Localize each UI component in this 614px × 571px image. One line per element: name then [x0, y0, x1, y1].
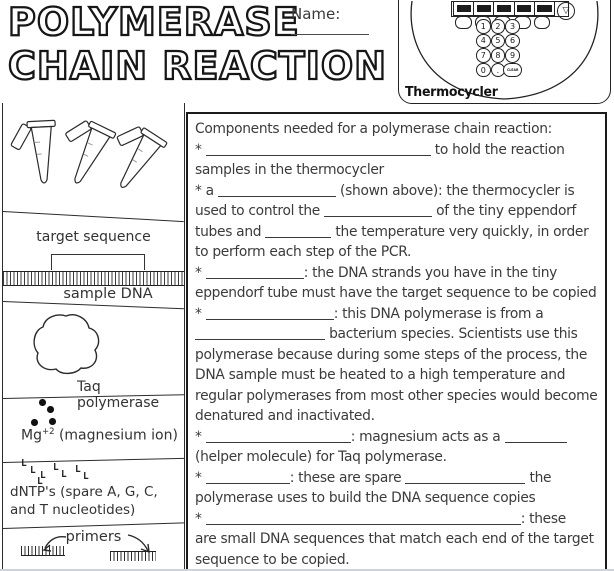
worksheet-line: [195, 488, 601, 509]
worksheet-text: denatured and inactivated.: [195, 408, 375, 424]
display-digit-cell: [535, 2, 554, 15]
magnesium-ion-dot: [47, 406, 54, 413]
worksheet-line: [195, 304, 601, 325]
worksheet-text: : these: [520, 510, 566, 527]
name-label: Name:: [291, 5, 341, 23]
keypad-button-5[interactable]: 5: [491, 34, 506, 49]
keypad-button-3[interactable]: 3: [505, 19, 520, 34]
eppendorf-tubes-icon: [3, 104, 184, 210]
nucleotide-icon: L: [37, 476, 43, 487]
worksheet-line: [195, 160, 601, 181]
fill-in-blank[interactable]: [405, 471, 525, 484]
worksheet-line: [195, 365, 601, 386]
worksheet-text: the: [525, 469, 552, 486]
magnesium-label: [21, 427, 178, 444]
keypad-button-2[interactable]: 2: [491, 19, 506, 34]
worksheet-line: [195, 119, 601, 140]
target-sequence-label: target sequence: [36, 229, 151, 245]
keypad-button-clear[interactable]: CLEAR: [503, 63, 522, 78]
mg-charge: +2: [41, 427, 55, 437]
magnesium-ion-dot: [39, 399, 46, 406]
fill-in-blank[interactable]: [206, 143, 431, 156]
primer-strand-left: [21, 546, 65, 556]
target-sequence-bracket: [51, 254, 145, 270]
worksheet-text: (helper molecule) for Taq polymerase.: [195, 449, 447, 465]
name-input-line[interactable]: [291, 33, 369, 35]
magnesium-ion-dot: [31, 419, 38, 426]
taq-polymerase-label: Taq polymerase: [77, 379, 160, 411]
nucleotide-icon: L: [75, 464, 81, 475]
name-field: [291, 5, 369, 35]
thermocycler-keypad: [476, 19, 519, 77]
worksheet-text: to hold the reaction: [430, 141, 565, 158]
worksheet-line: [195, 386, 601, 407]
worksheet-line: [195, 263, 601, 284]
display-digit-cell: [474, 2, 494, 15]
worksheet-text: tubes and: [195, 223, 266, 240]
display-digit-cell: [515, 2, 535, 15]
worksheet-line: [195, 529, 601, 550]
worksheet-text: are small DNA sequences that match each end of the target: [195, 531, 594, 547]
worksheet-text: bacterium species. Scientists use this: [325, 326, 578, 342]
worksheet-line: [195, 345, 601, 366]
taq-polymerase-icon: [31, 313, 103, 377]
keypad-button-1[interactable]: 1: [476, 19, 491, 34]
fill-in-blank[interactable]: [206, 512, 521, 525]
nucleotide-icon: L: [40, 470, 46, 481]
worksheet-line: [195, 222, 601, 243]
worksheet-text: eppendorf tube must have the target sequence to be copied: [195, 285, 597, 301]
worksheet-line: [195, 427, 601, 448]
keypad-button-8[interactable]: 8: [491, 48, 506, 63]
sample-dna-label: sample DNA: [63, 286, 153, 302]
fill-in-blank[interactable]: [206, 307, 334, 320]
dntp-label: dNTP's (spare A, G, C, and T nucleotides): [10, 484, 158, 518]
divider: [3, 301, 184, 309]
keypad-button-7[interactable]: 7: [476, 48, 491, 63]
fill-in-blank[interactable]: [218, 184, 336, 197]
worksheet-line: [195, 550, 601, 571]
worksheet-text: to perform each step of the PCR.: [195, 244, 412, 260]
worksheet-text: *: [195, 510, 206, 527]
worksheet-text: Components needed for a polymerase chain reaction:: [195, 121, 553, 137]
components-sidebar: [2, 103, 185, 571]
nucleotide-icon: L: [83, 471, 89, 482]
primer-strand-right: [110, 551, 156, 561]
worksheet-text: DNA sample must be heated to a high temperature and: [195, 367, 566, 383]
nucleotide-icon: L: [30, 465, 36, 476]
worksheet-text: *: [195, 428, 206, 445]
worksheet-text: : the DNA strands you have in the tiny: [303, 264, 558, 281]
worksheet-text: polymerase because during some steps of the process, the: [195, 346, 588, 363]
worksheet-text: * a: [195, 182, 218, 199]
nucleotide-icon: L: [53, 462, 59, 473]
fill-in-blank[interactable]: [206, 471, 290, 484]
mg-symbol: Mg: [21, 427, 42, 444]
worksheet-line: [195, 201, 601, 222]
thermocycler-label: Thermocycler: [405, 84, 498, 100]
thermocycler-display: [453, 1, 555, 16]
worksheet-line: [195, 468, 601, 489]
worksheet-text: : this DNA polymerase is from a: [333, 305, 544, 322]
divider: [3, 522, 184, 529]
keypad-button-6[interactable]: 6: [505, 34, 520, 49]
fill-in-blank[interactable]: [265, 225, 331, 238]
magnesium-ion-dot: [49, 418, 56, 425]
page-title-line2: CHAIN REACTION: [8, 44, 387, 88]
function-button[interactable]: [455, 16, 472, 29]
display-digit-cell: [494, 2, 514, 15]
worksheet-line: [195, 242, 601, 263]
keypad-button-dot[interactable]: .: [491, 63, 506, 78]
vent-icon: ▽: [557, 2, 575, 20]
fill-in-blank[interactable]: [206, 266, 304, 279]
keypad-button-0[interactable]: 0: [476, 63, 491, 78]
worksheet-line: [195, 324, 601, 345]
worksheet-text: regular polymerases from most other species would become: [195, 387, 598, 404]
worksheet-text: : these are spare: [289, 469, 406, 486]
worksheet-text: *: [195, 264, 206, 281]
worksheet-text: samples in the thermocycler: [195, 162, 384, 178]
page-title-line1: POLYMERASE: [8, 0, 300, 44]
worksheet-text: the temperature very quickly, in order: [331, 223, 589, 240]
worksheet-text: used to control the: [195, 203, 325, 219]
fill-in-blank[interactable]: [324, 204, 432, 217]
worksheet-line: [195, 181, 601, 202]
primers-label: primers: [65, 529, 122, 545]
fill-in-blank[interactable]: [195, 327, 325, 340]
divider: [3, 458, 184, 463]
sample-dna-strand: [3, 271, 184, 286]
nucleotide-icon: L: [61, 469, 67, 480]
worksheet-text: polymerase uses to build the DNA sequence copies: [195, 490, 536, 506]
divider: [3, 211, 184, 222]
worksheet-text: : magnesium acts as a: [350, 428, 505, 445]
nucleotide-icon: L: [21, 458, 27, 469]
mg-name: (magnesium ion): [54, 427, 178, 444]
worksheet-text: (shown above): the thermocycler is: [335, 182, 575, 199]
worksheet-text: sequence to be copied.: [195, 551, 350, 568]
worksheet-text: of the tiny eppendorf: [432, 203, 577, 219]
worksheet-lines: [195, 119, 601, 570]
worksheet-text: *: [195, 469, 206, 486]
worksheet-line: [195, 406, 601, 427]
function-button[interactable]: [534, 16, 551, 29]
keypad-button-9[interactable]: 9: [505, 48, 520, 63]
worksheet-text: *: [195, 305, 206, 322]
worksheet-line: [195, 140, 601, 161]
worksheet-line: [195, 509, 601, 530]
worksheet-text: *: [195, 141, 206, 158]
fill-in-blank[interactable]: [206, 430, 351, 443]
worksheet-body: [186, 112, 607, 571]
fill-in-blank[interactable]: [505, 430, 567, 443]
worksheet-line: [195, 447, 601, 468]
thermocycler-panel: [398, 0, 611, 104]
worksheet-line: [195, 283, 601, 304]
keypad-button-4[interactable]: 4: [476, 34, 491, 49]
display-digit-cell: [454, 2, 474, 15]
